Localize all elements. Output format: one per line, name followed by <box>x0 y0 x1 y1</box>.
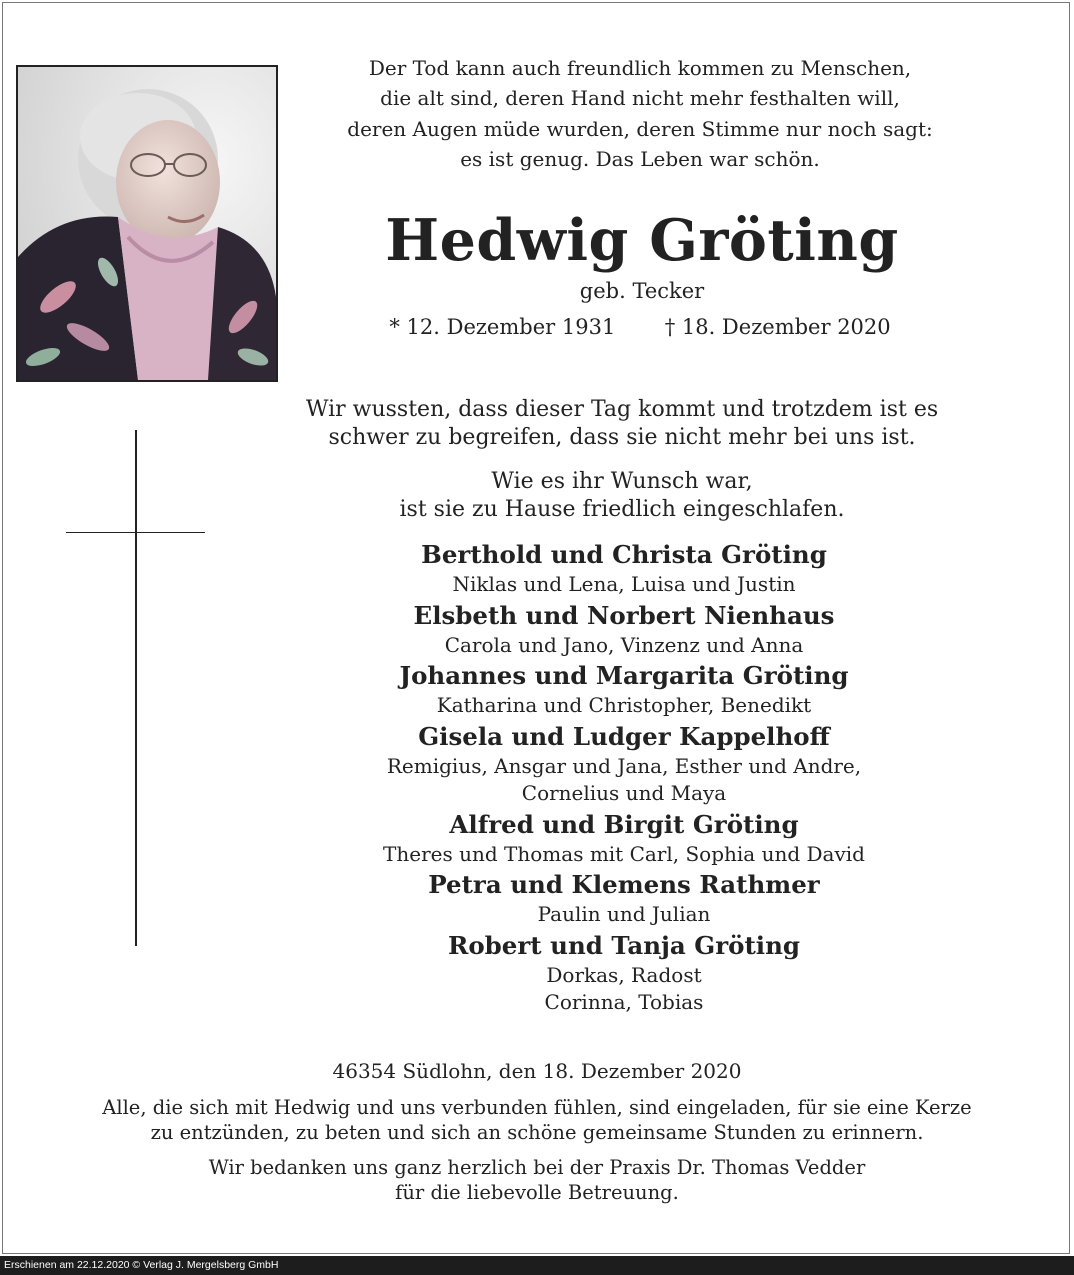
maiden-name: geb. Tecker <box>579 279 705 303</box>
family-group <box>300 808 948 869</box>
invitation-text <box>30 1095 1044 1145</box>
portrait-photo <box>16 65 278 382</box>
family-children: Theres und Thomas mit Carl, Sophia und David <box>383 841 865 866</box>
family-names: Gisela und Ludger Kappelhoff <box>418 721 830 751</box>
invitation-line: Alle, die sich mit Hedwig und uns verbunden fühlen, sind eingeladen, für sie eine Kerze <box>102 1096 972 1119</box>
family-children: Dorkas, Radost <box>546 962 702 987</box>
family-list <box>300 538 948 1017</box>
family-children: Katharina und Christopher, Benedikt <box>436 693 812 717</box>
birth-date: * 12. Dezember 1931 <box>389 315 616 339</box>
thanks-line: Wir bedanken uns ganz herzlich bei der Praxis Dr. Thomas Vedder <box>208 1156 866 1179</box>
deceased-name: Hedwig Gröting <box>385 207 899 274</box>
family-names: Alfred und Birgit Gröting <box>449 809 799 839</box>
family-children: Paulin und Julian <box>537 902 711 926</box>
thanks-line: für die liebevolle Betreuung. <box>395 1181 679 1204</box>
quote-block-1 <box>260 396 984 452</box>
family-group <box>300 659 948 720</box>
family-children: Corinna, Tobias <box>544 990 704 1014</box>
family-names: Berthold und Christa Gröting <box>421 540 827 569</box>
family-group <box>300 929 948 1017</box>
family-group <box>300 599 948 660</box>
family-names: Elsbeth und Norbert Nienhaus <box>413 600 835 630</box>
cross-bar <box>66 532 205 533</box>
family-group <box>300 868 948 929</box>
family-group <box>300 538 948 599</box>
quote-line: ist sie zu Hause friedlich eingeschlafen. <box>399 497 845 522</box>
invitation-line: zu entzünden, zu beten und sich an schöne gemeinsame Stunden zu erinnern. <box>150 1121 924 1144</box>
family-children: Remigius, Ansgar und Jana, Esther und Andre, <box>386 753 862 778</box>
family-group <box>300 720 948 808</box>
poem-line: die alt sind, deren Hand nicht mehr festhalten will, <box>380 86 900 111</box>
family-children: Cornelius und Maya <box>521 781 727 805</box>
quote-line: schwer zu begreifen, dass sie nicht mehr bei uns ist. <box>328 425 916 450</box>
life-dates <box>340 312 940 342</box>
poem <box>290 53 990 175</box>
poem-line: Der Tod kann auch freundlich kommen zu Menschen, <box>368 56 912 80</box>
cross-icon <box>135 430 137 946</box>
family-names: Robert und Tanja Gröting <box>447 930 801 960</box>
place-date: 46354 Südlohn, den 18. Dezember 2020 <box>332 1059 742 1083</box>
poem-line: es ist genug. Das Leben war schön. <box>460 147 820 172</box>
thanks-text <box>100 1155 974 1205</box>
family-children: Niklas und Lena, Luisa und Justin <box>452 572 796 596</box>
family-names: Johannes und Margarita Gröting <box>399 661 849 690</box>
quote-line: Wie es ihr Wunsch war, <box>491 469 753 494</box>
publication-footer: Erschienen am 22.12.2020 © Verlag J. Mergelsberg GmbH <box>0 1256 1074 1275</box>
death-date: † 18. Dezember 2020 <box>664 315 891 339</box>
portrait-illustration <box>18 67 276 380</box>
family-names: Petra und Klemens Rathmer <box>428 870 820 899</box>
poem-line: deren Augen müde wurden, deren Stimme nur noch sagt: <box>347 116 933 141</box>
quote-line: Wir wussten, dass dieser Tag kommt und trotzdem ist es <box>305 397 939 422</box>
family-children: Carola und Jano, Vinzenz und Anna <box>444 632 804 657</box>
quote-block-2 <box>300 468 944 524</box>
